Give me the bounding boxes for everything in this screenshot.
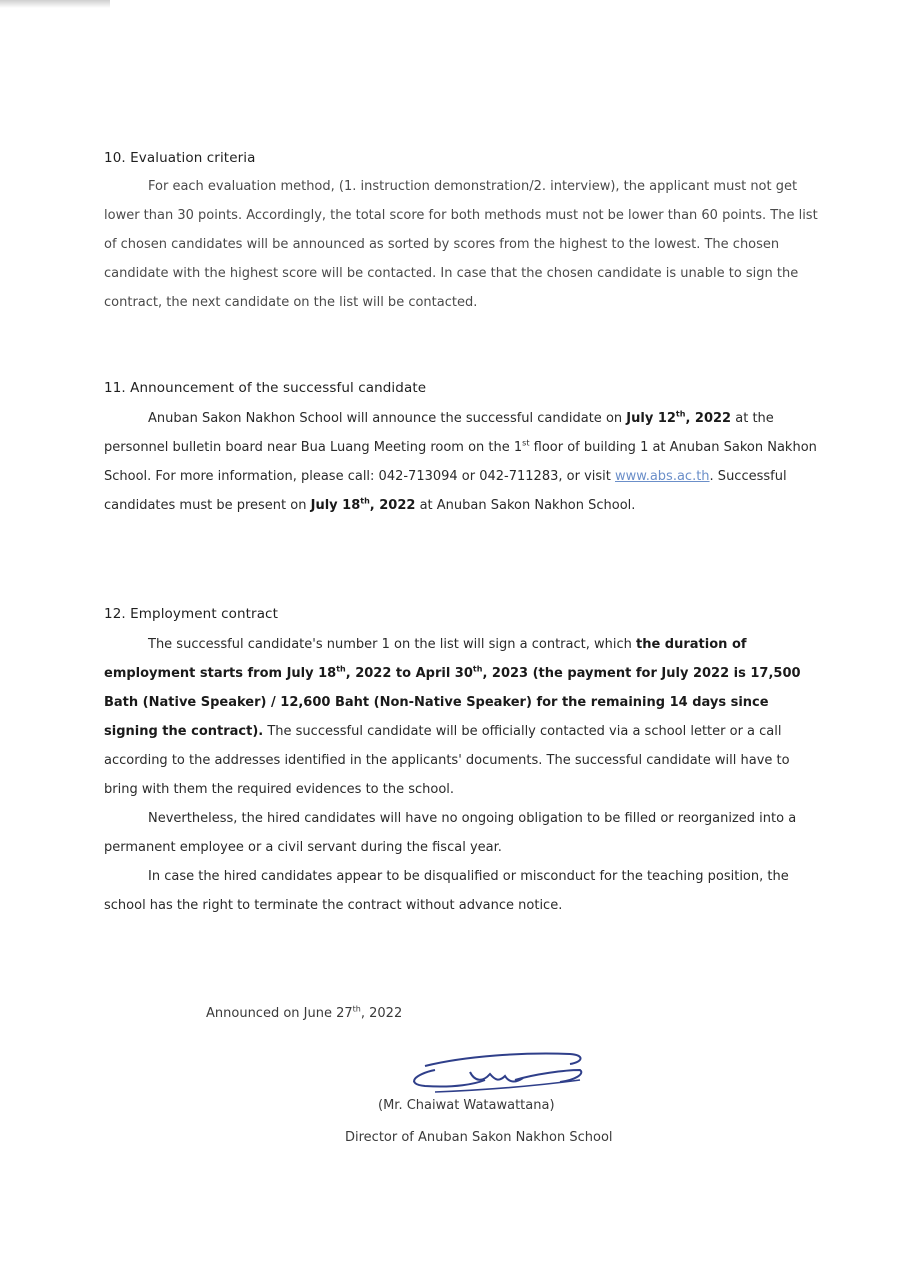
contract-bold-3: , 2023 (the payment for July 2022 is 17,500 Bath (Native Speaker) / 12,600 Baht (Non-Native Speaker) for the remaining 14 days since signing the contract). — [104, 666, 801, 739]
section-11-p4: . Successful candidates must be present on — [104, 469, 787, 513]
signer-title: Director of Anuban Sakon Nakhon School — [345, 1130, 613, 1145]
announced-year: , 2022 — [360, 1006, 403, 1021]
section-12-p4: In case the hired candidates appear to be disqualified or misconduct for the teaching position, the school has the right to terminate the contract without advance notice. — [104, 869, 789, 913]
section-11-p2: at the personnel bulletin board near Bua Luang Meeting room on the 1 — [104, 411, 774, 455]
section-12-p3: Nevertheless, the hired candidates will have no ongoing obligation to be filled or reorganized into a permanent employee or a civil servant during the fiscal year. — [104, 811, 797, 855]
section-11-heading: 11. Announcement of the successful candidate — [104, 380, 427, 396]
announce-date-sup: th — [675, 409, 686, 419]
floor-sup: st — [522, 438, 530, 448]
contract-bold-1: the duration of employment starts from July 18 — [104, 637, 747, 681]
section-12-p1: The successful candidate's number 1 on the list will sign a contract, which — [148, 637, 632, 652]
announce-date — [626, 411, 731, 426]
section-11-p5: at Anuban Sakon Nakhon School. — [419, 498, 636, 513]
section-12-heading: 12. Employment contract — [104, 606, 278, 622]
announce-date-year: , 2022 — [685, 411, 732, 426]
signer-name: (Mr. Chaiwat Watawattana) — [378, 1098, 555, 1113]
announce-date-main: July 12 — [626, 411, 676, 426]
section-12-p2: The successful candidate will be officially contacted via a school letter or a call according to the addresses identified in the applicants' documents. The successful candidate will have to bring with them the required evidences to the school. — [104, 724, 790, 797]
contract-bold-2: , 2022 to April 30 — [345, 666, 473, 681]
announced-date — [206, 1006, 402, 1021]
section-11-text — [104, 404, 824, 520]
present-date-main: July 18 — [310, 498, 361, 513]
section-11-p1: Anuban Sakon Nakhon School will announce the successful candidate on — [148, 411, 623, 426]
present-date-sup: th — [360, 496, 370, 506]
contract-sup-1: th — [336, 664, 346, 674]
announced-prefix: Announced on June 27 — [206, 1006, 353, 1021]
director-signature — [395, 1040, 595, 1100]
section-11-p3: floor of building 1 at Anuban Sakon Nakhon School. For more information, please call: 042-713094 or 042-711283, or visit — [104, 440, 817, 484]
school-website-link[interactable]: www.abs.ac.th — [615, 469, 710, 484]
present-date-year: , 2022 — [369, 498, 416, 513]
section-10-text — [104, 172, 824, 317]
present-date — [311, 498, 416, 513]
scan-edge-shadow — [0, 0, 110, 8]
contract-sup-2: th — [472, 664, 483, 674]
section-10-heading: 10. Evaluation criteria — [104, 150, 256, 166]
announced-sup: th — [352, 1004, 361, 1014]
section-10-body: For each evaluation method, (1. instruction demonstration/2. interview), the applicant must not get lower than 30 points. Accordingly, the total score for both methods must not be lower than 60 points. The list of chosen candidates will be announced as sorted by scores from the highest to the lowest. The chosen candidate with the highest score will be contacted. In case that the chosen candidate is unable to sign the contract, the next candidate on the list will be contacted. — [104, 179, 818, 310]
section-12-text — [104, 630, 824, 920]
